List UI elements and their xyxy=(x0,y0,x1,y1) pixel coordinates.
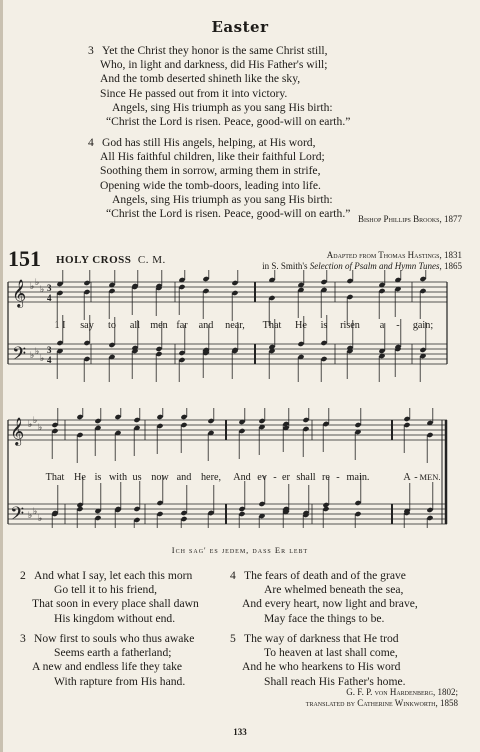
music-system-2 xyxy=(0,408,480,528)
lyric-syllable: with xyxy=(108,472,128,483)
stanza-line: Angels, sing His triumph as you sang His birth: xyxy=(112,100,333,114)
stanza-number: 3 xyxy=(20,632,26,645)
stanza-line: Seems earth a fatherland; xyxy=(54,646,172,660)
stanza-number: 3 xyxy=(88,44,94,57)
stanza-line: All His faithful children, like their faithful Lord; xyxy=(100,150,325,164)
stanza-number: 4 xyxy=(230,569,236,582)
lyric-syllable: - xyxy=(336,472,340,483)
lyric-syllable: A xyxy=(403,472,411,483)
svg-text:♭: ♭ xyxy=(40,354,45,364)
stanza-5 xyxy=(230,632,406,689)
svg-text:4: 4 xyxy=(47,355,52,365)
lyric-syllable: That xyxy=(45,472,65,483)
lyric-syllable: here, xyxy=(200,472,222,483)
svg-text:3: 3 xyxy=(47,283,52,293)
stanza-line: “Christ the Lord is risen. Peace, good-will on earth.” xyxy=(106,207,351,221)
stanza-number: 5 xyxy=(230,632,236,645)
svg-text:♭: ♭ xyxy=(33,416,38,426)
lyric-syllable: - xyxy=(396,320,400,331)
lyric-syllable: and xyxy=(176,472,192,483)
page-number: 133 xyxy=(233,727,247,737)
stanza-4b xyxy=(230,569,418,626)
lyric-syllable: That xyxy=(262,320,282,331)
lyric-syllable: - xyxy=(273,472,277,483)
lyric-syllable: all xyxy=(129,320,141,331)
stanza-number: 4 xyxy=(88,136,94,149)
lyric-syllable: He xyxy=(74,472,86,483)
lyric-syllable: risen xyxy=(340,320,360,331)
stanza-line: God has still His angels, helping, at His word, xyxy=(102,136,316,149)
svg-text:♭: ♭ xyxy=(38,514,43,524)
lyric-syllable: now xyxy=(151,472,169,483)
lyric-syllable: He xyxy=(295,320,307,331)
svg-text:♭: ♭ xyxy=(30,351,35,361)
lyric-syllable: far xyxy=(176,320,188,331)
stanza-line: That soon in every place shall dawn xyxy=(32,597,199,611)
lyric-syllable: 1 I xyxy=(54,320,66,331)
stanza-line: A new and endless life they take xyxy=(32,660,183,674)
translation-credit-1: G. F. P. von Hardenberg, 1802; xyxy=(346,687,458,697)
lyric-syllable: a xyxy=(379,320,385,331)
lyric-syllable: say xyxy=(80,320,94,331)
stanza-line: The fears of death and of the grave xyxy=(244,569,406,582)
stanza-line: With rapture from His hand. xyxy=(54,674,186,688)
stanza-line: And every heart, now light and brave, xyxy=(242,597,418,611)
stanza-line: And the tomb deserted shineth like the sky, xyxy=(100,72,301,86)
stanza-line: Angels, sing His triumph as you sang His birth: xyxy=(112,192,333,206)
stanza-line: Who, in light and darkness, did His Father's will; xyxy=(100,58,328,72)
svg-text:𝄢: 𝄢 xyxy=(12,344,27,369)
lyric-syllable: And xyxy=(233,472,251,483)
svg-text:𝄞: 𝄞 xyxy=(12,279,27,307)
stanza-line: Shall reach His Father's home. xyxy=(264,674,406,688)
lyric-syllable: men xyxy=(150,320,168,331)
adapted-credit-1: Adapted from Thomas Hastings, 1831 xyxy=(326,250,462,260)
adapted-year: , 1865 xyxy=(439,261,462,271)
stanza-3 xyxy=(88,44,350,129)
svg-text:♭: ♭ xyxy=(28,420,33,430)
stanza-line: Yet the Christ they honor is the same Christ still, xyxy=(102,44,328,57)
svg-text:♭: ♭ xyxy=(28,511,33,521)
svg-text:𝄞: 𝄞 xyxy=(10,417,25,445)
adapted-in: in S. Smith's xyxy=(262,261,310,271)
stanza-line: His kingdom without end. xyxy=(54,611,176,625)
lyric-syllable: is xyxy=(320,320,328,331)
svg-text:𝄢: 𝄢 xyxy=(10,504,25,528)
svg-text:♭: ♭ xyxy=(30,282,35,292)
svg-text:4: 4 xyxy=(47,293,52,303)
lyric-syllable: er xyxy=(282,472,290,483)
stanza-line: Are whelmed beneath the sea, xyxy=(264,583,404,597)
stanza-line: Go tell it to his friend, xyxy=(54,583,158,597)
lyric-syllable: and xyxy=(198,320,214,331)
lyric-syllable: us xyxy=(132,472,142,483)
stanza-line: Soothing them in sorrow, arming them in strife, xyxy=(100,164,321,178)
svg-text:♭: ♭ xyxy=(35,278,40,288)
lyric-syllable: near, xyxy=(225,320,245,331)
stanza-line: And he who hearkens to His word xyxy=(242,660,401,674)
stanza-line: Since He passed out from it into victory. xyxy=(100,86,288,100)
stanza-3b xyxy=(20,632,194,689)
adapted-book: Selection of Psalm and Hymn Tunes xyxy=(309,261,440,271)
stanza-number: 2 xyxy=(20,569,26,582)
lyric-syllable: - xyxy=(414,472,418,483)
hymn-number: 151 xyxy=(8,246,41,271)
stanza-line: The way of darkness that He trod xyxy=(244,632,399,645)
lyric-syllable: gain; xyxy=(412,320,434,331)
stanza-line: Opening wide the tomb-doors, leading into life. xyxy=(100,178,321,192)
lyric-syllable: MEN. xyxy=(419,472,441,482)
svg-text:♭: ♭ xyxy=(38,423,43,433)
svg-text:3: 3 xyxy=(47,345,52,355)
stanza-line: To heaven at last shall come, xyxy=(264,646,398,660)
page-header: Easter xyxy=(211,18,269,36)
stanza-2 xyxy=(20,569,199,626)
svg-text:♭: ♭ xyxy=(35,347,40,357)
lyric-syllable: main. xyxy=(346,472,370,483)
svg-text:♭: ♭ xyxy=(40,285,45,295)
lyric-syllable: to xyxy=(108,320,116,331)
stanza-line: And what I say, let each this morn xyxy=(34,569,193,582)
lyric-syllable: ev xyxy=(257,472,267,483)
author-credit: Bishop Phillips Brooks, 1877 xyxy=(357,214,462,224)
lyric-syllable: re xyxy=(322,472,330,483)
stanza-line: Now first to souls who thus awake xyxy=(34,632,195,645)
tune-name xyxy=(56,254,166,266)
stanza-line: “Christ the Lord is risen. Peace, good-will on earth.” xyxy=(106,115,351,129)
german-title: Ich sag' es jedem, dass Er lebt xyxy=(171,545,309,555)
lyric-syllable: is xyxy=(94,472,102,483)
lyric-syllable: shall xyxy=(296,472,316,483)
tune-title: HOLY CROSS xyxy=(56,254,132,266)
translation-credit-2: translated by Catherine Winkworth, 1858 xyxy=(305,698,458,708)
svg-text:♭: ♭ xyxy=(33,507,38,517)
meter: C. M. xyxy=(137,254,166,266)
stanza-4 xyxy=(88,136,350,221)
stanza-line: May face the things to be. xyxy=(264,611,385,625)
